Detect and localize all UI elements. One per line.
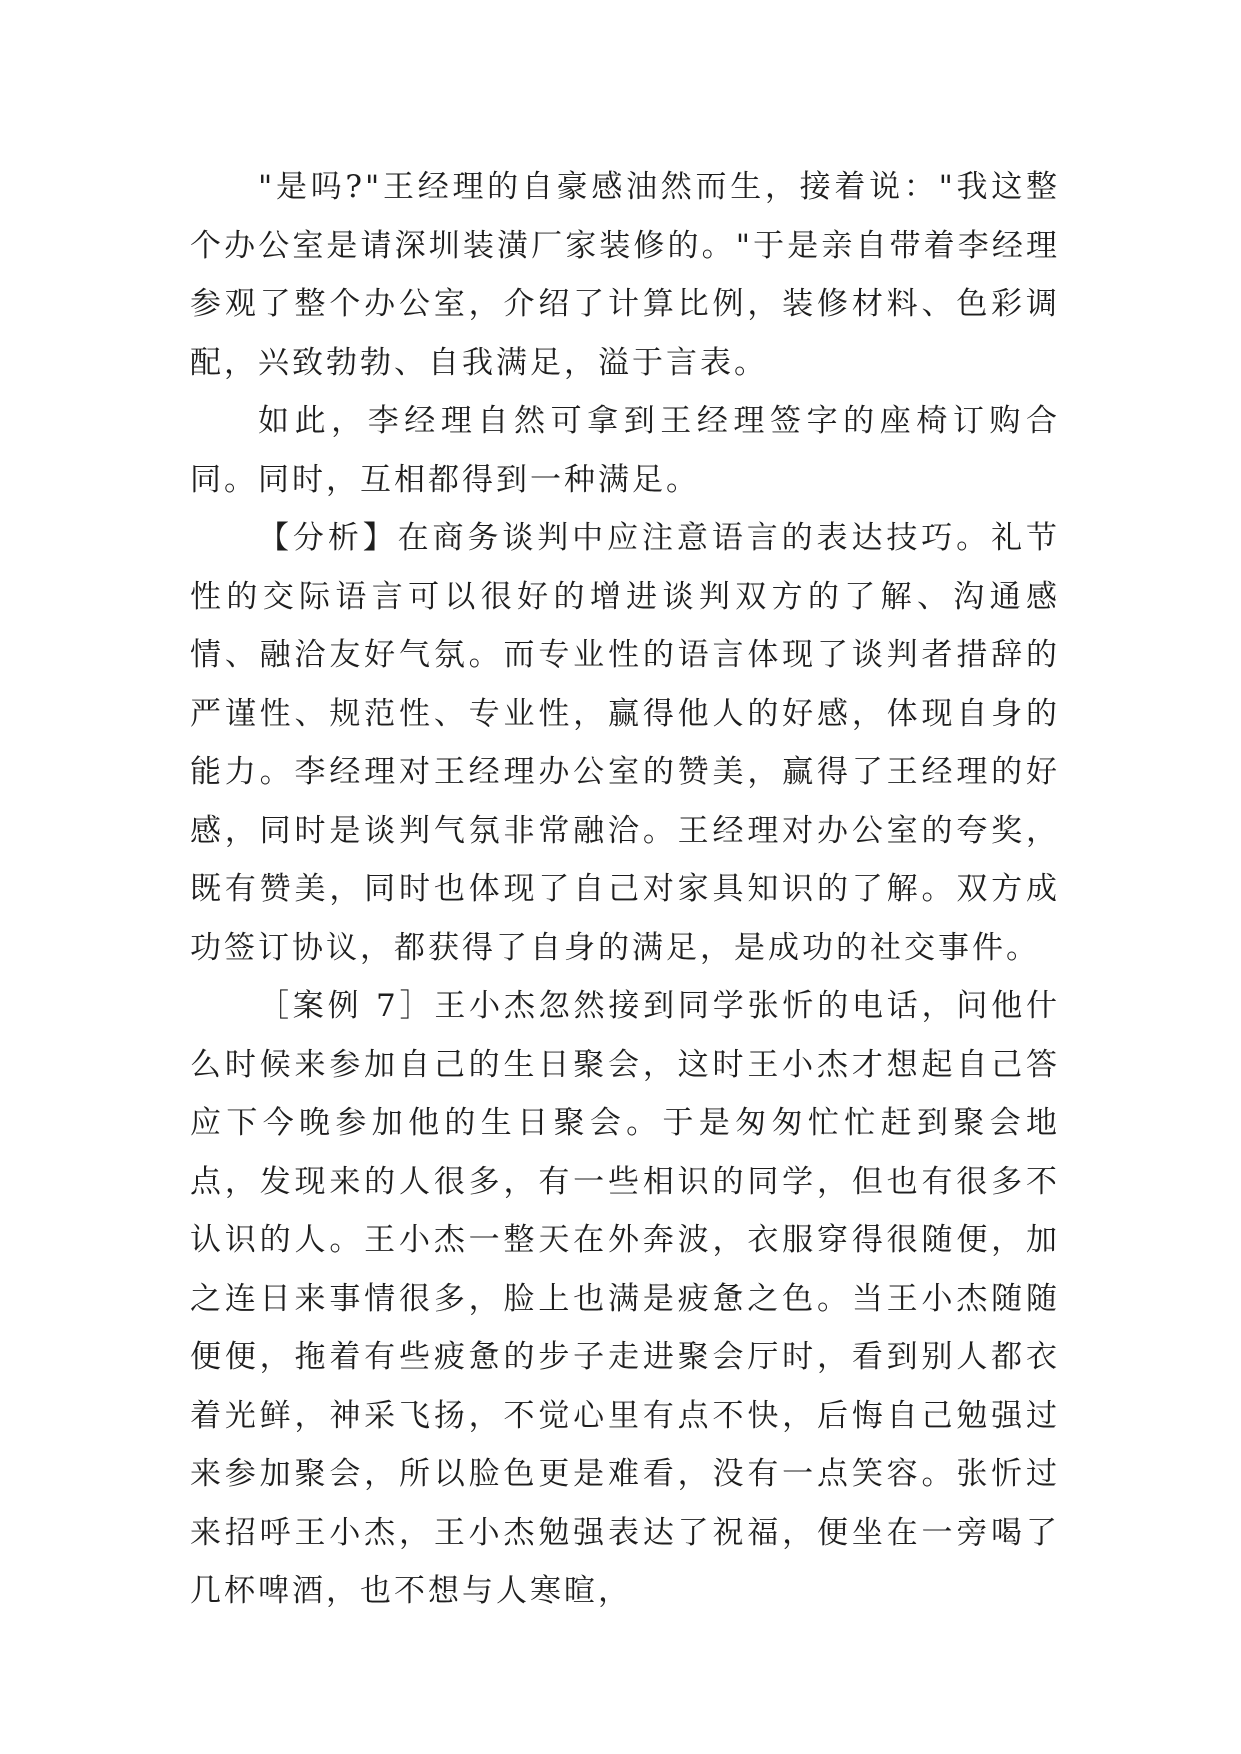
paragraph-case-7: ［案例 7］王小杰忽然接到同学张忻的电话，问他什么时候来参加自己的生日聚会，这时王小杰才想起自己答应下今晚参加他的生日聚会。于是匆匆忙忙赶到聚会地点，发现来的人很多，有一些相识的同学，但也有很多不认识的人。王小杰一整天在外奔波，衣服穿得很随便，加之连日来事情很多，脸上也满是疲惫之色。当王小杰随随便便，拖着有些疲惫的步子走进聚会厅时，看到别人都衣着光鲜，神采飞扬，不觉心里有点不快，后悔自己勉强过来参加聚会，所以脸色更是难看，没有一点笑容。张忻过来招呼王小杰，王小杰勉强表达了祝福，便坐在一旁喝了几杯啤酒，也不想与人寒暄，	[190, 988, 1060, 1609]
document-body	[190, 158, 1060, 1621]
paragraph-2: 如此，李经理自然可拿到王经理签字的座椅订购合同。同时，互相都得到一种满足。	[190, 403, 1060, 498]
paragraph-1: "是吗?"王经理的自豪感油然而生，接着说："我这整个办公室是请深圳装潢厂家装修的。"于是亲自带着李经理参观了整个办公室，介绍了计算比例，装修材料、色彩调配，兴致勃勃、自我满足，溢于言表。	[190, 169, 1060, 381]
paragraph-analysis: 【分析】在商务谈判中应注意语言的表达技巧。礼节性的交际语言可以很好的增进谈判双方的了解、沟通感情、融洽友好气氛。而专业性的语言体现了谈判者措辞的严谨性、规范性、专业性，赢得他人的好感，体现自身的能力。李经理对王经理办公室的赞美，赢得了王经理的好感，同时是谈判气氛非常融洽。王经理对办公室的夸奖，既有赞美，同时也体现了自己对家具知识的了解。双方成功签订协议，都获得了自身的满足，是成功的社交事件。	[190, 520, 1060, 966]
